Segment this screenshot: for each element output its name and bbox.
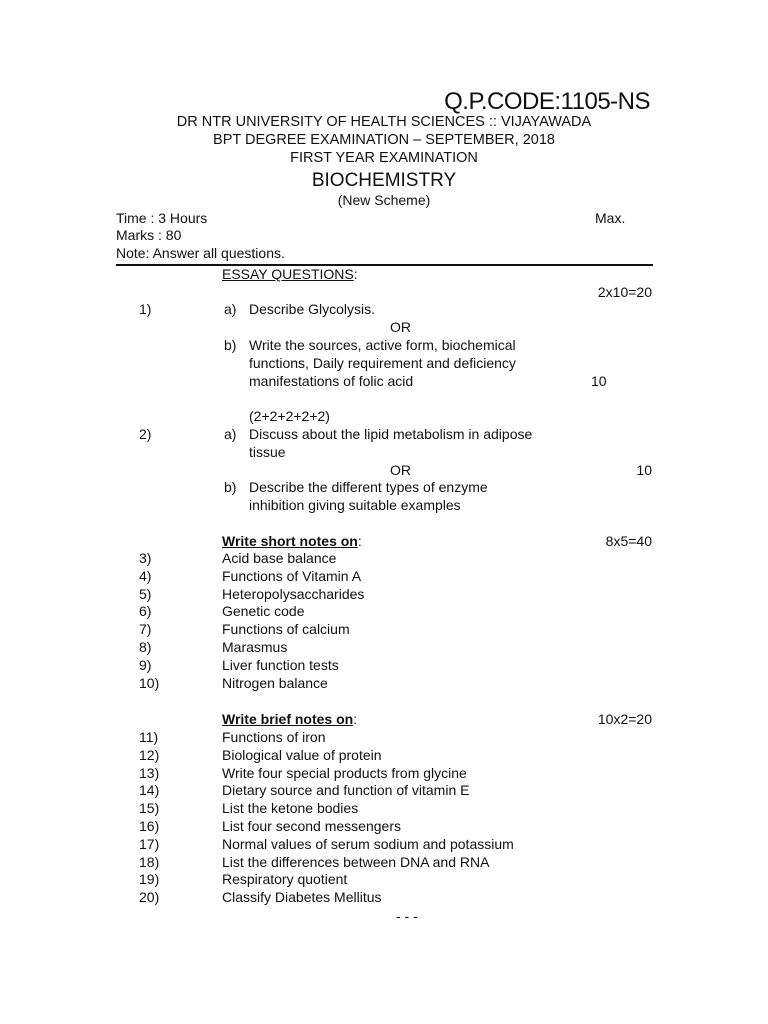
question-number: 16) bbox=[139, 818, 160, 834]
question-text: Functions of iron bbox=[222, 729, 326, 745]
university-name: DR NTR UNIVERSITY OF HEALTH SCIENCES :: VIJAYAWADA bbox=[176, 114, 592, 130]
question-number: 8) bbox=[139, 639, 152, 655]
header-divider bbox=[116, 264, 653, 266]
exam-year: FIRST YEAR EXAMINATION bbox=[290, 150, 478, 166]
question-number: 3) bbox=[139, 550, 152, 566]
brief-notes-heading bbox=[222, 711, 357, 728]
q2-b-line1: Describe the different types of enzyme bbox=[249, 479, 488, 495]
question-text: Functions of Vitamin A bbox=[222, 567, 362, 584]
question-number: 19) bbox=[139, 871, 160, 888]
q2-a-line2: tissue bbox=[249, 444, 286, 460]
question-number: 7) bbox=[139, 621, 152, 638]
q1-b-letter: b) bbox=[224, 337, 237, 353]
marks-label: Marks : 80 bbox=[116, 227, 182, 243]
q1-b-line1: Write the sources, active form, biochemical bbox=[249, 337, 516, 353]
question-text: List the ketone bodies bbox=[222, 800, 359, 817]
end-mark: - - - bbox=[396, 908, 418, 924]
question-number: 12) bbox=[139, 746, 160, 763]
question-number: 13) bbox=[139, 764, 160, 781]
question-text: Acid base balance bbox=[222, 550, 337, 566]
question-number: 18) bbox=[139, 853, 160, 870]
question-number: 10) bbox=[139, 674, 160, 691]
q1-b-marks: 10 bbox=[591, 373, 607, 389]
q2-b-letter: b) bbox=[224, 479, 237, 495]
question-number: 4) bbox=[139, 567, 152, 584]
qp-code: Q.P.CODE:1105-NS bbox=[444, 88, 650, 115]
question-text: Heteropolysaccharides bbox=[222, 585, 365, 602]
brief-notes-heading-text: Write brief notes on bbox=[222, 711, 354, 727]
exam-title: BPT DEGREE EXAMINATION – SEPTEMBER, 2018 bbox=[213, 132, 555, 148]
question-text: Functions of calcium bbox=[222, 621, 350, 638]
time-label: Time : 3 Hours bbox=[116, 210, 208, 226]
essay-heading bbox=[222, 266, 358, 283]
question-number-2: 2) bbox=[139, 426, 152, 442]
question-number: 20) bbox=[139, 889, 160, 906]
q1-b-line2: functions, Daily requirement and deficiency bbox=[249, 355, 516, 371]
question-number: 11) bbox=[139, 729, 159, 745]
question-text: Classify Diabetes Mellitus bbox=[222, 889, 382, 906]
question-number: 14) bbox=[139, 782, 160, 799]
short-notes-heading-text: Write short notes on bbox=[222, 533, 358, 549]
q2-a-line1: Discuss about the lipid metabolism in adipose bbox=[249, 426, 533, 442]
q1-or: OR bbox=[390, 319, 411, 335]
essay-marks: 2x10=20 bbox=[597, 284, 652, 300]
note-label: Note: Answer all questions. bbox=[116, 245, 285, 261]
short-notes-heading-colon: : bbox=[357, 533, 362, 549]
short-notes-marks: 8x5=40 bbox=[605, 533, 652, 549]
essay-heading-colon: : bbox=[353, 266, 358, 282]
question-number: 5) bbox=[139, 585, 152, 602]
q1-a-letter: a) bbox=[224, 301, 237, 317]
question-text: Dietary source and function of vitamin E bbox=[222, 782, 470, 799]
question-text: List four second messengers bbox=[222, 818, 401, 834]
scheme-label: (New Scheme) bbox=[337, 192, 431, 208]
question-number: 17) bbox=[139, 835, 160, 852]
brief-notes-heading-colon: : bbox=[353, 711, 358, 727]
brief-notes-marks: 10x2=20 bbox=[597, 711, 652, 727]
q2-marks: 10 bbox=[636, 462, 652, 478]
subject-title: BIOCHEMISTRY bbox=[311, 170, 457, 191]
question-text: Write four special products from glycine bbox=[222, 764, 467, 781]
question-text: Nitrogen balance bbox=[222, 674, 328, 691]
question-text: List the differences between DNA and RNA bbox=[222, 853, 490, 870]
question-number: 9) bbox=[139, 656, 152, 673]
q2-or: OR bbox=[390, 462, 411, 478]
q1-a-text: Describe Glycolysis. bbox=[249, 301, 376, 317]
q2-a-letter: a) bbox=[224, 426, 237, 442]
question-text: Biological value of protein bbox=[222, 746, 382, 763]
question-text: Marasmus bbox=[222, 639, 288, 655]
question-number-1: 1) bbox=[139, 301, 152, 317]
question-text: Liver function tests bbox=[222, 656, 339, 673]
question-text: Genetic code bbox=[222, 603, 305, 620]
question-number: 15) bbox=[139, 800, 160, 817]
q1-b-line3: manifestations of folic acid bbox=[249, 373, 414, 389]
marks-split: (2+2+2+2+2) bbox=[249, 408, 330, 424]
max-label: Max. bbox=[595, 210, 626, 226]
question-text: Respiratory quotient bbox=[222, 871, 348, 888]
q2-b-line2: inhibition giving suitable examples bbox=[249, 497, 461, 513]
question-text: Normal values of serum sodium and potassium bbox=[222, 835, 514, 852]
essay-heading-text: ESSAY QUESTIONS bbox=[222, 266, 354, 282]
question-number: 6) bbox=[139, 603, 152, 620]
short-notes-heading bbox=[222, 533, 362, 550]
